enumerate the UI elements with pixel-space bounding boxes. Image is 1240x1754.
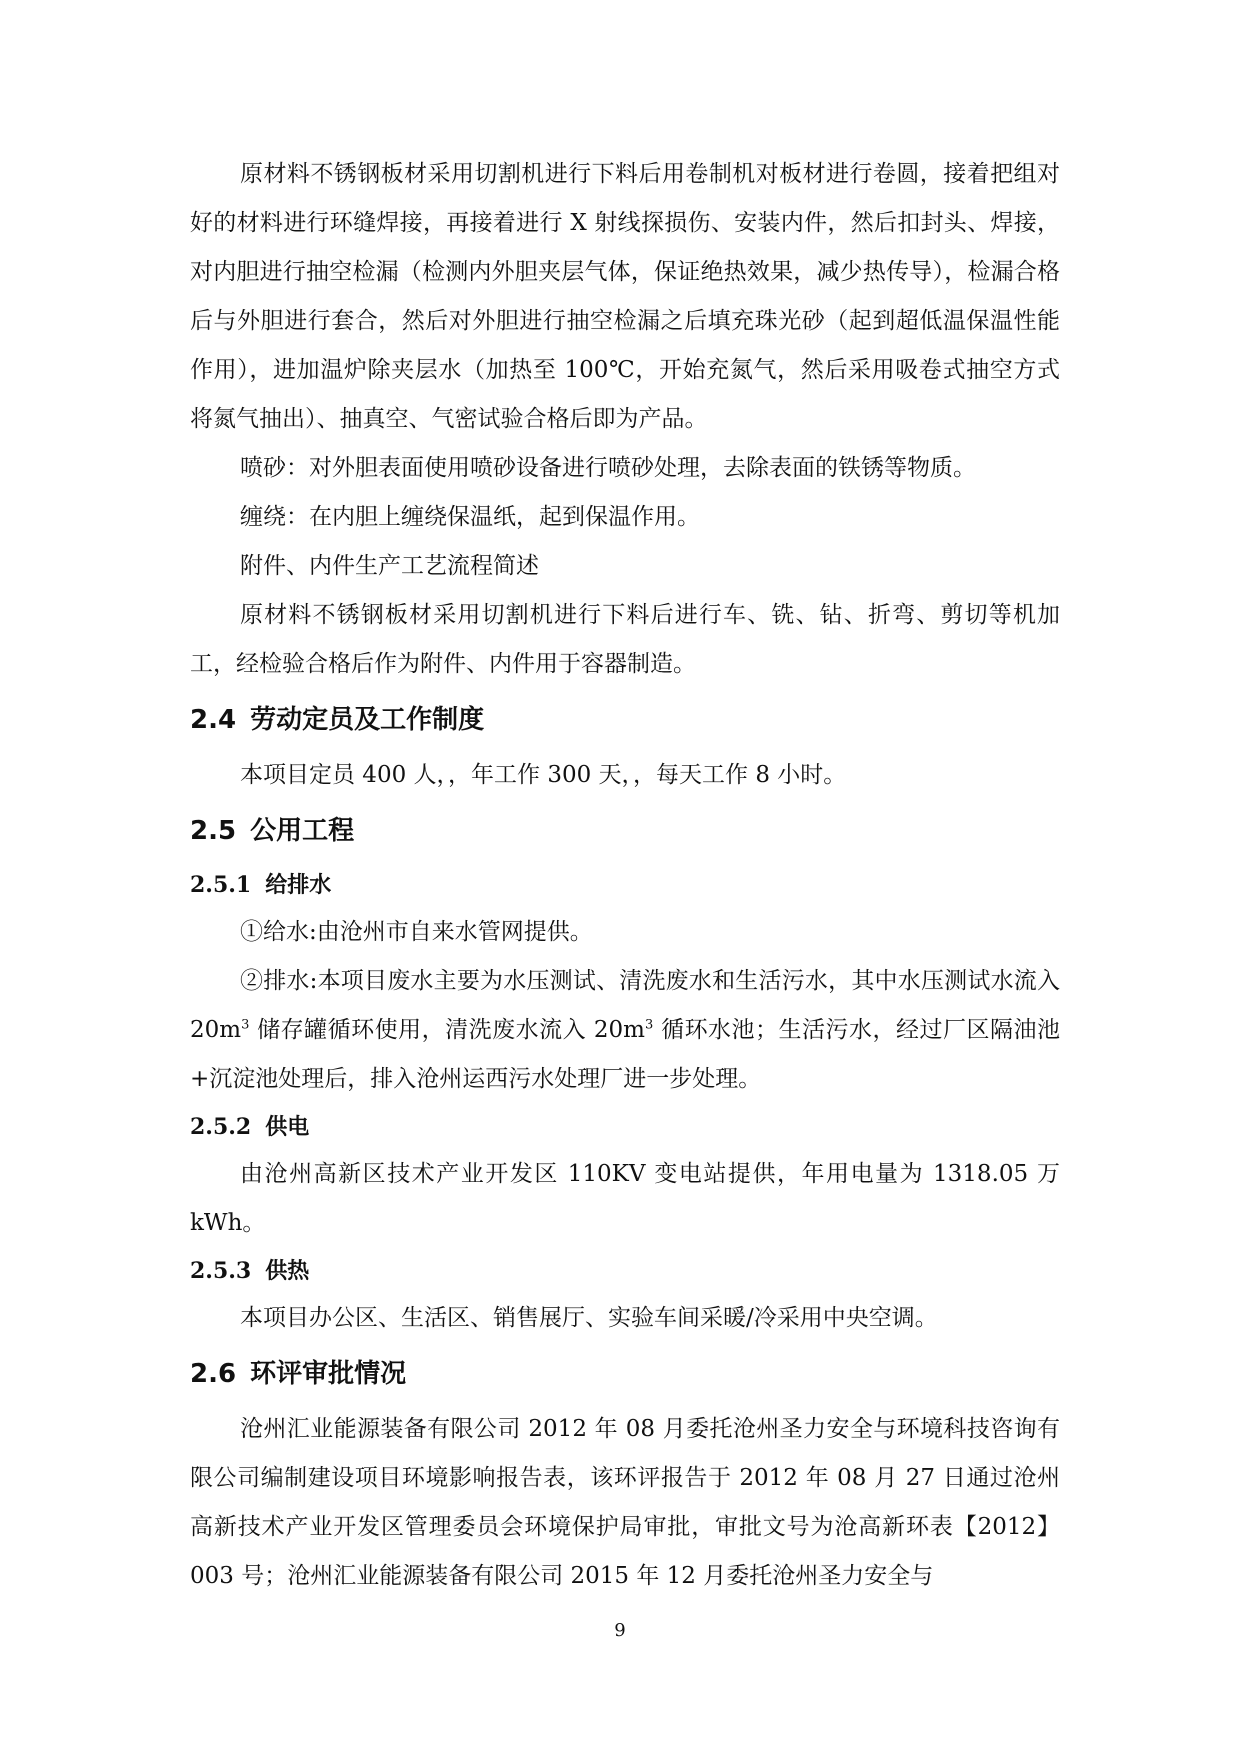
subsection-heading-2-5-3: [190, 1248, 1060, 1294]
section-heading-2-5: [190, 800, 1060, 862]
subsection-title: 供热: [265, 1258, 310, 1284]
superscript-3: 3: [644, 1017, 654, 1033]
subsection-title: 供电: [265, 1114, 310, 1140]
subsection-heading-2-5-1: [190, 862, 1060, 908]
paragraph-drainage: [190, 957, 1060, 1104]
section-heading-2-6: [190, 1343, 1060, 1405]
section-number: 2.6: [190, 1359, 237, 1389]
subsection-title: 给排水: [265, 872, 332, 898]
paragraph-sandblasting: 喷砂：对外胆表面使用喷砂设备进行喷砂处理，去除表面的铁锈等物质。: [240, 455, 976, 481]
document-page: [190, 150, 1060, 1601]
drainage-text-b: 储存罐循环使用，清洗废水流入 20m: [249, 1017, 645, 1043]
section-title: 环评审批情况: [250, 1359, 407, 1389]
section-heading-2-4: [190, 689, 1060, 751]
drainage-text-a: ②排水:本项目废水主要为水压测试、清洗废水和生活污水，其中水压测试水流入 20m: [190, 968, 1060, 1043]
section-title: 劳动定员及工作制度: [250, 705, 485, 735]
paragraph-winding: 缠绕：在内胆上缠绕保温纸，起到保温作用。: [240, 504, 700, 530]
subsection-heading-2-5-2: [190, 1104, 1060, 1150]
paragraph-process-main: 原材料不锈钢板材采用切割机进行下料后用卷制机对板材进行卷圆，接着把组对好的材料进行环缝焊接，再接着进行 X 射线探损伤、安装内件，然后扣封头、焊接，对内胆进行抽空检漏（检测内外胆夹层气体，保证绝热效果，减少热传导），检漏合格后与外胆进行套合，然后对外胆进行抽空检漏之后填充珠光砂（起到超低温保温性能作用），进加温炉除夹层水（加热至 100℃，开始充氮气，然后采用吸卷式抽空方式将氮气抽出）、抽真空、气密试验合格后即为产品。: [190, 161, 1060, 432]
page-number: 9: [614, 1620, 626, 1641]
paragraph-power-supply: 由沧州高新区技术产业开发区 110KV 变电站提供，年用电量为 1318.05 万 kWh。: [190, 1161, 1060, 1236]
section-number: 2.4: [190, 705, 237, 735]
paragraph-staffing: 本项目定员 400 人，，年工作 300 天，，每天工作 8 小时。: [240, 762, 847, 788]
section-title: 公用工程: [250, 816, 355, 846]
subsection-number: 2.5.3: [190, 1258, 252, 1284]
paragraph-water-supply: ①给水:由沧州市自来水管网提供。: [240, 919, 593, 945]
paragraph-parts-heading: 附件、内件生产工艺流程简述: [240, 553, 539, 579]
subsection-number: 2.5.2: [190, 1114, 252, 1140]
paragraph-parts-process: 原材料不锈钢板材采用切割机进行下料后进行车、铣、钻、折弯、剪切等机加工，经检验合格后作为附件、内件用于容器制造。: [190, 602, 1060, 677]
paragraph-eia-approval: 沧州汇业能源装备有限公司 2012 年 08 月委托沧州圣力安全与环境科技咨询有限公司编制建设项目环境影响报告表，该环评报告于 2012 年 08 月 27 日通过沧州高新技术产业开发区管理委员会环境保护局审批，审批文号为沧高新环表【2012】003 号；沧州汇业能源装备有限公司 2015 年 12 月委托沧州圣力安全与: [190, 1416, 1060, 1589]
paragraph-heating: 本项目办公区、生活区、销售展厅、实验车间采暖/冷采用中央空调。: [240, 1305, 938, 1331]
drainage-text-c: 循环水池；生活污水，经过厂区隔油池+沉淀池处理后，排入沧州运西污水处理厂进一步处理。: [190, 1017, 1060, 1092]
superscript-3: 3: [241, 1017, 250, 1033]
section-number: 2.5: [190, 816, 237, 846]
subsection-number: 2.5.1: [190, 872, 252, 898]
